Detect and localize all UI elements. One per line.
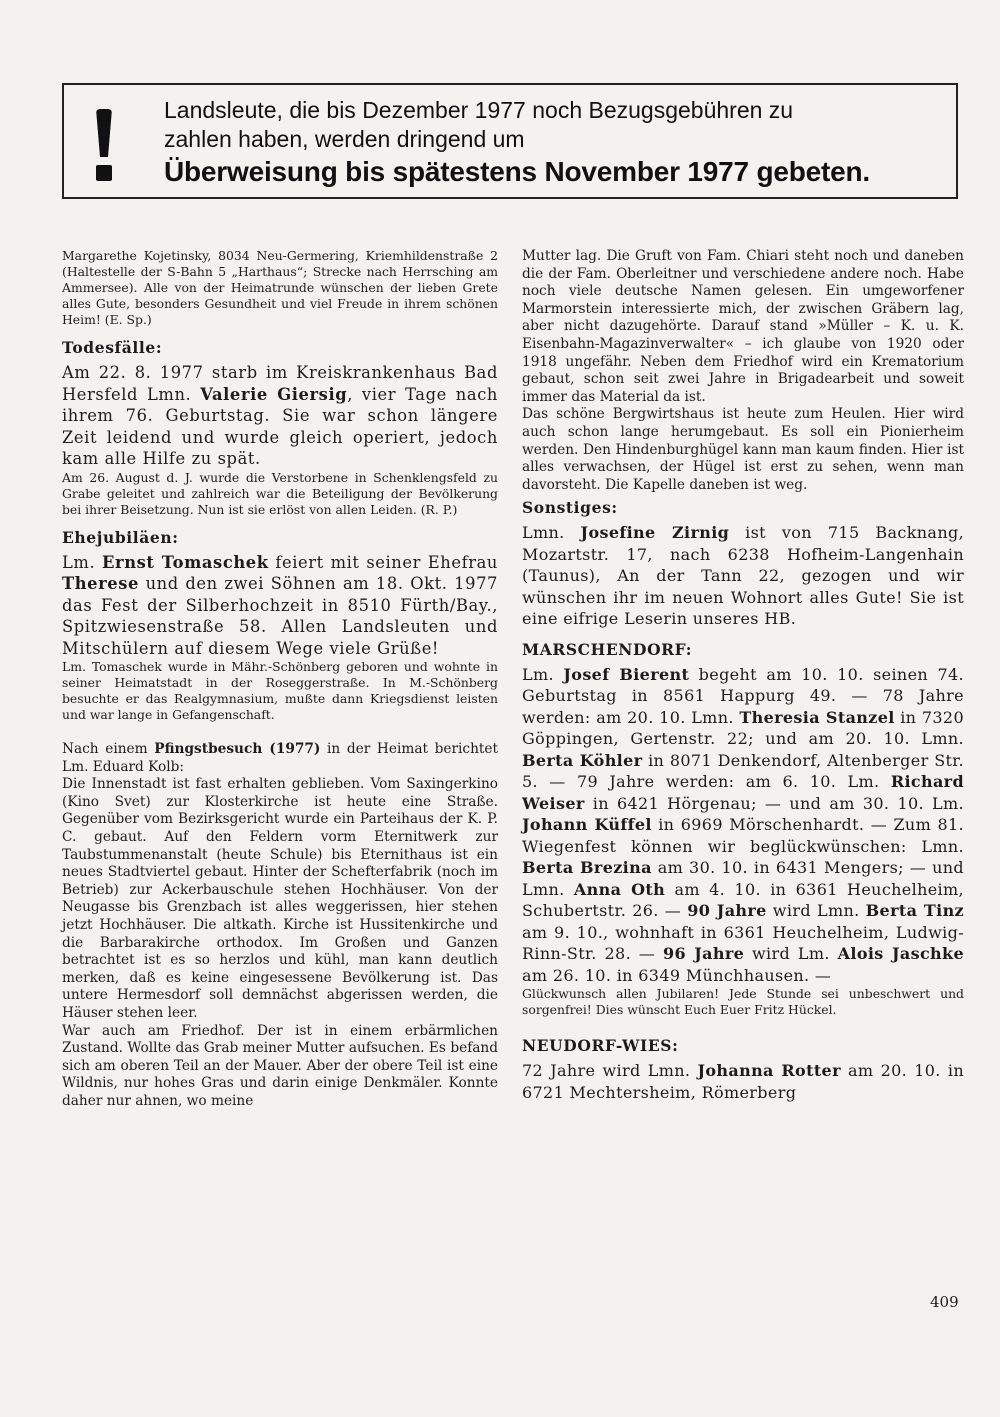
article-paragraph (522, 406, 964, 494)
text-run: wird Lmn. (766, 901, 866, 921)
notice-line-2: zahlen haben, werden dringend um (164, 126, 525, 152)
article-paragraph (522, 248, 964, 406)
spacer (522, 630, 964, 640)
text-run: War auch am Friedhof. Der ist in einem erbärmlichen Zustand. Wollte das Grab meiner Mutter aufsuchen. Es befand sich am oberen Teil an der Mauer. Aber der obere Teil ist eine Wildnis, nur hohes Gras und darin einige Denkmäler. Konnte daher nur ahnen, wo meine (62, 1022, 498, 1109)
article-paragraph (62, 659, 498, 723)
right-column (522, 248, 964, 1103)
article-paragraph (522, 664, 964, 987)
bold-name: Josefine Zirnig (580, 523, 730, 543)
text-run: Am 26. August d. J. wurde die Verstorbene in Schenklengsfeld zu Grabe geleitet und zahlreich war die Beteiligung der Bevölkerung bei ihrer Beisetzung. Nun ist sie erlöst von allen Leiden. (R. P.) (62, 469, 498, 517)
payment-notice-box (62, 83, 958, 199)
text-run: Nach einem (62, 741, 155, 757)
text-run: wird Lm. (744, 944, 838, 964)
text-run: am 20. 10. in 6721 Mechtersheim, Römerberg (522, 1061, 964, 1102)
article-paragraph (522, 1060, 964, 1103)
bold-name: Berta Köhler (522, 750, 643, 770)
bold-name: 96 Jahre (662, 944, 745, 964)
bold-name: Pfingstbesuch (1977) (154, 741, 321, 757)
article-paragraph (62, 470, 498, 518)
text-run: Lm. (62, 552, 102, 572)
exclamation-icon (84, 109, 124, 189)
notice-line-1: Landsleute, die bis Dezember 1977 noch Bezugsgebühren zu (164, 97, 794, 123)
bold-name: Ernst Tomaschek (102, 552, 269, 572)
text-run: Glückwunsch allen Jubilaren! Jede Stunde sei unbeschwert und sorgenfrei! Dies wünscht Euch Euer Fritz Hückel. (522, 986, 964, 1018)
text-run: am 4. 10. in 6361 Heuchelheim, Schubertstr. 26. — (522, 879, 964, 921)
text-run: Am 22. 8. 1977 starb im Kreiskrankenhaus Bad Hersfeld Lmn. (62, 363, 498, 404)
text-run: , vier Tage nach ihrem 76. Geburtstag. Sie war schon längere Zeit leidend und wurde gleich operiert, jedoch kam alle Hilfe zu spät. (62, 384, 498, 468)
section-heading: MARSCHENDORF: (522, 639, 693, 659)
text-run: in 8071 Denkendorf, Altenberger Str. 5. — 79 Jahre werden: am 6. 10. Lm. (522, 750, 964, 792)
text-run: Die Innenstadt ist fast erhalten geblieben. Vom Saxingerkino (Kino Svet) zur Klosterkirche ist heute eine Straße. Gegenüber vom Bezirksgericht wurde ein Parteihaus der K. P. C. gebaut. Auf den Feldern vorm Eternitwerk zur Taubstummenanstalt (heute Schule) bis Eternithaus ist ein neues Stadtviertel gebaut. Hinter der Schefterfabrik (noch im Betrieb) zur Ackerbauschule stehen Hochhäuser. Von der Neugasse bis Grenzbach ist alles weggerissen, hier stehen jetzt Hochhäuser. Die altkath. Kirche ist Hussitenkirche und die Barbarakirche orthodox. Im Großen und Ganzen betrachtet ist es so herzlos und kühl, man kann deutlich merken, daß es keine eingesessene Bevölkerung ist. Das untere Hermesdorf soll demnächst abgerissen werden, die Häuser stehen leer. (62, 776, 498, 1021)
text-run: Das schöne Bergwirtshaus ist heute zum Heulen. Hier wird auch schon lange herumgebaut. Es soll ein Pionierheim werden. Den Hindenburghügel kann man kaum finden. Hier ist alles verwachsen, der Hügel ist erst zu sehen, wenn man davorsteht. Die Kapelle daneben ist weg. (522, 406, 964, 493)
section-heading: Ehejubiläen: (62, 527, 179, 547)
article-paragraph (62, 362, 498, 470)
bold-name: Theresia Stanzel (739, 707, 895, 727)
section-heading: NEUDORF-WIES: (522, 1036, 679, 1056)
bold-name: Richard Weiser (522, 772, 964, 813)
text-run: am 30. 10. in 6431 Mengers; — und Lmn. (522, 858, 964, 899)
text-run: in der Heimat berichtet Lm. Eduard Kolb: (62, 741, 498, 775)
bold-name: Berta Brezina (522, 858, 652, 878)
page-number: 409 (930, 1293, 959, 1311)
text-run: ist von 715 Backnang, Mozartstr. 17, nach 6238 Hofheim-Langenhain (Taunus), An der Tann 22, gezogen und wir wünschen ihr im neuen Wohnort alles Gute! Sie ist eine eifrige Leserin unseres HB. (522, 523, 965, 629)
bold-name: Alois Jaschke (837, 944, 964, 964)
notice-line-3-bold: Überweisung bis spätestens November 1977 gebeten. (164, 156, 871, 187)
article-paragraph (522, 522, 964, 630)
text-run: Lmn. (522, 523, 581, 543)
article-paragraph (522, 986, 964, 1018)
article-paragraph (62, 1023, 498, 1111)
text-run: und den zwei Söhnen am 18. Okt. 1977 das Fest der Silberhochzeit in 8510 Fürth/Bay., Spitzwiesenstraße 58. Allen Landsleuten und Mitschülern auf diesem Wege viele Grüße! (62, 574, 498, 658)
bold-name: Josef Bierent (563, 664, 690, 684)
text-run: Lm. Tomaschek wurde in Mähr.-Schönberg geboren und wohnte in seiner Heimatstadt in der Roseggerstraße. In M.-Schönberg besuchte er das Realgymnasium, mußte dann Kriegsdienst leisten und war lange in Gefangenschaft. (62, 659, 498, 722)
section-heading: Todesfälle: (62, 338, 163, 357)
text-run: Margarethe Kojetinsky, 8034 Neu-Germering, Kriemhildenstraße 2 (Haltestelle der S-Bahn 5 „Harthaus“; Strecke nach Herrsching am Ammersee). Alle von der Heimatrunde wünschen der lieben Grete alles Gute, besonders Gesundheit und viel Freude in ihrem schönen Heim! (E. Sp.) (62, 248, 498, 327)
article-paragraph (62, 776, 498, 1022)
text-run: in 7320 Göppingen, Gertenstr. 22; und am 20. 10. Lmn. (522, 707, 964, 749)
spacer (62, 518, 498, 528)
text-run: am 9. 10., wohnhaft in 6361 Heuchelheim, Ludwig-Rinn-Str. 28. — (522, 922, 964, 964)
spacer (522, 1018, 964, 1036)
bold-name: Johann Küffel (522, 815, 652, 835)
article-paragraph (62, 741, 498, 776)
article-paragraph (62, 552, 498, 660)
text-run: Lm. (522, 664, 564, 684)
text-run: begeht am 10. 10. seinen 74. Geburtstag in 8561 Happurg 49. — 78 Jahre werden: am 20. 10. Lmn. (522, 664, 964, 727)
article-paragraph (62, 248, 498, 328)
text-run: in 6969 Mörschenhardt. — Zum 81. Wiegenfest können wir beglückwünschen: Lmn. (522, 815, 964, 856)
bold-name: Therese (62, 574, 139, 593)
bold-name: Anna Oth (573, 879, 666, 899)
left-column (62, 248, 498, 1110)
bold-name: Valerie Giersig (200, 384, 348, 404)
bold-name: 90 Jahre (687, 901, 767, 921)
bold-name: Berta Tinz (865, 901, 964, 921)
text-run: in 6421 Hörgenau; — und am 30. 10. Lm. (584, 793, 964, 813)
text-run: am 26. 10. in 6349 Münchhausen. — (522, 965, 832, 985)
bold-name: Johanna Rotter (697, 1061, 841, 1081)
text-run: Mutter lag. Die Gruft von Fam. Chiari steht noch und daneben die der Fam. Oberleitner und verschiedene andere noch. Habe noch viele deutsche Namen gelesen. Ein umgeworfener Marmorstein interessierte mich, der zwischen Gräbern lag, aber nicht dazugehörte. Darauf stand »Müller – K. u. K. Eisenbahn-Magazinverwalter« – ich glaube von 1920 oder 1918 ungefähr. Neben dem Friedhof wird ein Krematorium gebaut, schon seit zwei Jahre in Brigadearbeit und soweit immer das Material da ist. (522, 248, 964, 405)
spacer (62, 723, 498, 741)
text-run: feiert mit seiner Ehefrau (268, 552, 498, 572)
text-run: 72 Jahre wird Lmn. (522, 1061, 698, 1081)
section-heading: Sonstiges: (522, 498, 618, 518)
spacer (62, 328, 498, 338)
